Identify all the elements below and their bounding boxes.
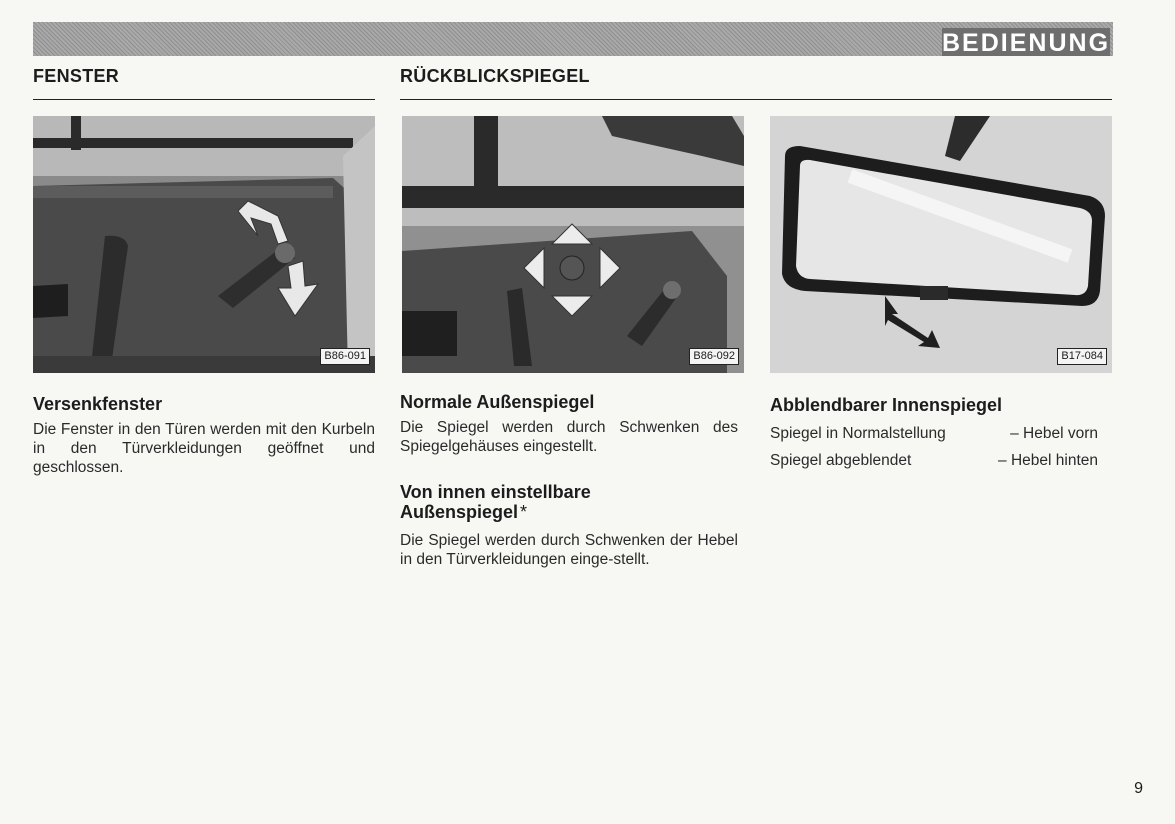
section-divider [400,99,1112,100]
setting-value: – Hebel vorn [1010,425,1098,442]
section-title-fenster: FENSTER [33,66,120,86]
window-crank-photo [33,116,375,373]
outside-mirror-photo [402,116,744,373]
list-item [770,424,1098,443]
paragraph-innen-einstellbar: Die Spiegel werden durch Schwenken der Hebel in den Türverkleidungen einge-stellt. [400,532,738,568]
heading-line: Von innen einstellbare [400,482,591,502]
figure-code: B86-091 [320,348,370,365]
paragraph-versenkfenster: Die Fenster in den Türen werden mit den Kurbeln in den Türverkleidungen geöffnet und geschlossen. [33,421,375,476]
section-title-rueckblickspiegel: RÜCKBLICKSPIEGEL [400,66,590,86]
setting-label: Spiegel abgeblendet [770,452,912,469]
heading-innen-einstellbar [400,482,591,522]
figure-code: B17-084 [1057,348,1107,365]
list-item [770,451,1098,470]
inside-mirror-photo [770,116,1112,373]
heading-versenkfenster: Versenkfenster [33,394,163,414]
paragraph-normale-aussenspiegel: Die Spiegel werden durch Schwenken des Spiegelgehäuses eingestellt. [400,419,738,455]
header-band [33,22,1113,56]
setting-label: Spiegel in Normalstellung [770,425,946,442]
heading-normale-aussenspiegel: Normale Außenspiegel [400,392,595,412]
heading-innenspiegel: Abblendbarer Innenspiegel [770,395,1003,415]
heading-line: Außenspiegel [400,502,519,522]
figure-code: B86-092 [689,348,739,365]
section-divider [33,99,375,100]
setting-value: – Hebel hinten [998,452,1098,469]
asterisk-mark: * [520,502,528,522]
chapter-tab: BEDIENUNG [942,29,1111,57]
mirror-settings-list [770,424,1098,470]
page-number: 9 [1134,780,1143,797]
